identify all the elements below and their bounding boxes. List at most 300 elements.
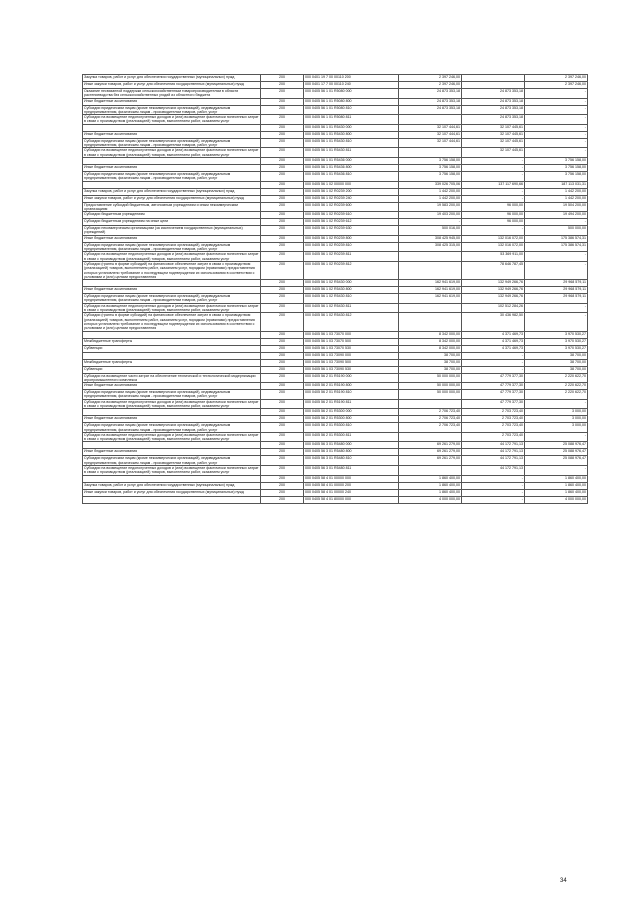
row-kbk-cell: 000 0405 56 1 01 R5430 000 bbox=[304, 124, 399, 131]
row-unexecuted-cell: 25 088 976,47 bbox=[525, 442, 588, 449]
row-executed-cell: 2 703 723,40 bbox=[462, 423, 525, 433]
row-approved-cell bbox=[399, 432, 462, 442]
row-unexecuted-cell: 1 860 400,00 bbox=[525, 482, 588, 489]
row-unexecuted-cell: - bbox=[525, 115, 588, 125]
row-executed-cell: 24 873 353,18 bbox=[462, 89, 525, 99]
row-unexecuted-cell: - bbox=[525, 138, 588, 148]
row-kbk-cell: 000 0405 56 1 02 R5430 810 bbox=[304, 294, 399, 304]
table-row bbox=[83, 489, 588, 496]
row-approved-cell: 8 342 000,00 bbox=[399, 345, 462, 352]
row-kbk-cell: 000 0405 56 1 02 R0239 600 bbox=[304, 202, 399, 212]
row-executed-cell: 32 107 445,61 bbox=[462, 124, 525, 131]
row-name-cell bbox=[83, 181, 261, 188]
row-approved-cell: 2 706 723,40 bbox=[399, 423, 462, 433]
table-row bbox=[83, 138, 588, 148]
row-kbk-cell: 000 0405 56 3 01 R5480 000 bbox=[304, 442, 399, 449]
row-approved-cell: 38 700,00 bbox=[399, 359, 462, 366]
row-unexecuted-cell: 3 970 530,27 bbox=[525, 338, 588, 345]
row-executed-cell: 47 779 377,30 bbox=[462, 373, 525, 383]
row-unexecuted-cell: 187 113 031,31 bbox=[525, 181, 588, 188]
row-unexecuted-cell: 25 088 976,47 bbox=[525, 456, 588, 466]
budget-table-sheet bbox=[82, 74, 586, 504]
row-name-cell bbox=[83, 280, 261, 287]
table-row bbox=[83, 252, 588, 262]
row-name-cell bbox=[83, 496, 261, 503]
row-code-cell: 200 bbox=[261, 188, 304, 195]
row-kbk-cell: 000 0405 56 1 01 R5080 800 bbox=[304, 98, 399, 105]
row-name-cell bbox=[83, 442, 261, 449]
row-unexecuted-cell: 500 000,00 bbox=[525, 226, 588, 236]
row-kbk-cell: 000 0405 56 3 01 R5480 800 bbox=[304, 449, 399, 456]
row-kbk-cell: 000 0405 58 4 01 80000 000 bbox=[304, 496, 399, 503]
row-kbk-cell: 000 0405 56 1 02 R0239 200 bbox=[304, 188, 399, 195]
row-code-cell: 200 bbox=[261, 475, 304, 482]
row-code-cell: 200 bbox=[261, 352, 304, 359]
table-row bbox=[83, 171, 588, 181]
row-code-cell: 200 bbox=[261, 442, 304, 449]
row-approved-cell: 1 860 400,00 bbox=[399, 489, 462, 496]
row-name-cell: Субсидии юридическим лицам (кроме некоммерческих организаций), индивидуальным предпринимателям, физическим лицам - производителям товаров, работ, услуг bbox=[83, 456, 261, 466]
row-kbk-cell: 000 0405 56 1 03 73070 500 bbox=[304, 338, 399, 345]
row-name-cell: Субсидии бюджетным учреждениям на иные цели bbox=[83, 219, 261, 226]
row-name-cell: Субсидии юридическим лицам (кроме некоммерческих организаций), индивидуальным предпринимателям, физическим лицам - производителям товаров, работ, услуг bbox=[83, 242, 261, 252]
table-row bbox=[83, 148, 588, 158]
row-unexecuted-cell: - bbox=[525, 131, 588, 138]
row-approved-cell bbox=[399, 399, 462, 409]
table-row bbox=[83, 188, 588, 195]
row-kbk-cell: 000 0405 56 1 01 R5430 810 bbox=[304, 138, 399, 148]
table-row bbox=[83, 219, 588, 226]
row-kbk-cell: 000 0405 56 1 02 R0239 240 bbox=[304, 195, 399, 202]
row-unexecuted-cell: 19 504 200,00 bbox=[525, 202, 588, 212]
table-body bbox=[83, 75, 588, 504]
row-unexecuted-cell: 38 700,00 bbox=[525, 359, 588, 366]
row-unexecuted-cell: 1 442 200,00 bbox=[525, 195, 588, 202]
row-name-cell: Субсидии на возмещение недополученных доходов и (или) возмещение фактически понесенных затрат в связи с производством (реализацией) товаров, выполнением работ, оказанием услуг bbox=[84, 148, 259, 157]
row-unexecuted-cell: 3 756 158,00 bbox=[525, 157, 588, 164]
row-name-cell: Субсидии бюджетным учреждениям bbox=[83, 212, 261, 219]
table-row bbox=[83, 98, 588, 105]
row-executed-cell: 30 436 982,50 bbox=[462, 313, 525, 331]
row-approved-cell: 8 342 000,00 bbox=[399, 338, 462, 345]
row-code-cell: 200 bbox=[261, 98, 304, 105]
row-executed-cell: 96 000,00 bbox=[462, 219, 525, 226]
row-unexecuted-cell: 2 220 622,70 bbox=[525, 383, 588, 390]
row-unexecuted-cell: 38 700,00 bbox=[525, 352, 588, 359]
row-approved-cell: 3 756 158,00 bbox=[399, 171, 462, 181]
table-row bbox=[83, 226, 588, 236]
table-row bbox=[83, 115, 588, 125]
row-approved-cell: 50 000 000,00 bbox=[399, 373, 462, 383]
row-name-cell: Субсидии юридическим лицам (кроме некоммерческих организаций), индивидуальным предпринимателям, физическим лицам - производителям товаров, работ, услуг bbox=[83, 138, 261, 148]
row-kbk-cell: 000 0405 56 3 01 R5480 811 bbox=[304, 466, 399, 476]
row-kbk-cell: 000 0405 56 1 02 R5430 000 bbox=[304, 280, 399, 287]
row-name-cell: Оказание несвязанной поддержки сельскохозяйственным товаропроизводителям в области растениеводства без сельскохозяйственных угодий из областного бюджета bbox=[83, 89, 261, 99]
table-row bbox=[83, 496, 588, 503]
row-code-cell: 200 bbox=[261, 195, 304, 202]
row-executed-cell: 24 873 353,18 bbox=[462, 98, 525, 105]
row-approved-cell: - bbox=[399, 219, 462, 226]
table-row bbox=[83, 359, 588, 366]
row-executed-cell: 44 172 791,13 bbox=[462, 449, 525, 456]
row-executed-cell: - bbox=[462, 496, 525, 503]
row-kbk-cell: 000 0405 56 1 03 73090 000 bbox=[304, 352, 399, 359]
row-executed-cell: 102 512 284,26 bbox=[462, 303, 525, 313]
row-executed-cell: - bbox=[462, 366, 525, 373]
row-executed-cell: 24 873 353,18 bbox=[462, 105, 525, 115]
row-executed-cell: 132 949 266,76 bbox=[462, 287, 525, 294]
row-code-cell: 200 bbox=[261, 390, 304, 400]
row-approved-cell: 2 706 723,40 bbox=[399, 416, 462, 423]
row-name-cell: Субсидии (гранты в форме субсидий) на финансовое обеспечение затрат в связи с производством (реализацией) товаров, выполнением работ, оказанием услуг, порядком (правилами) предоставления которых установлено требование о последующем подтверждении их использования в соответствии с условиями и (или) целями предоставления bbox=[83, 261, 261, 279]
row-kbk-cell: 000 0401 17 7 00 00110 240 bbox=[304, 82, 399, 89]
row-executed-cell: 2 703 723,40 bbox=[462, 416, 525, 423]
row-approved-cell: 50 000 000,00 bbox=[399, 390, 462, 400]
row-code-cell: 200 bbox=[261, 138, 304, 148]
row-kbk-cell: 000 0405 56 1 02 R5430 800 bbox=[304, 287, 399, 294]
row-approved-cell: 50 000 000,00 bbox=[399, 383, 462, 390]
table-row bbox=[83, 235, 588, 242]
row-kbk-cell: 000 0405 56 1 03 73070 530 bbox=[304, 345, 399, 352]
row-code-cell: 200 bbox=[261, 466, 304, 476]
row-code-cell: 200 bbox=[261, 456, 304, 466]
table-row bbox=[83, 352, 588, 359]
row-approved-cell bbox=[399, 303, 462, 313]
row-kbk-cell: 000 0405 56 1 02 R0239 811 bbox=[304, 252, 399, 262]
table-row bbox=[83, 287, 588, 294]
row-executed-cell: 47 779 377,30 bbox=[462, 399, 525, 409]
row-approved-cell: 162 941 619,00 bbox=[399, 280, 462, 287]
row-kbk-cell: 000 0405 56 1 01 R5080 000 bbox=[304, 89, 399, 99]
table-row bbox=[83, 313, 588, 331]
table-row bbox=[83, 442, 588, 449]
row-executed-cell: - bbox=[462, 226, 525, 236]
row-executed-cell: - bbox=[462, 352, 525, 359]
table-row bbox=[83, 456, 588, 466]
row-name-cell: Межбюджетные трансферты bbox=[83, 359, 261, 366]
row-code-cell: 200 bbox=[261, 345, 304, 352]
row-executed-cell: - bbox=[462, 489, 525, 496]
row-executed-cell: 132 016 072,00 bbox=[462, 242, 525, 252]
row-code-cell: 200 bbox=[261, 313, 304, 331]
row-unexecuted-cell: 3 970 530,27 bbox=[525, 331, 588, 338]
row-code-cell: 200 bbox=[261, 287, 304, 294]
row-name-cell: Субсидии юридическим лицам (кроме некоммерческих организаций), индивидуальным предпринимателям, физическим лицам - производителям товаров, работ, услуг bbox=[83, 294, 261, 304]
row-code-cell: 200 bbox=[261, 212, 304, 219]
row-approved-cell: 32 107 444,61 bbox=[399, 138, 462, 148]
row-approved-cell: 8 342 000,00 bbox=[399, 331, 462, 338]
row-name-cell bbox=[83, 409, 261, 416]
table-row bbox=[83, 82, 588, 89]
row-executed-cell: 47 779 377,30 bbox=[462, 390, 525, 400]
row-code-cell: 200 bbox=[261, 331, 304, 338]
row-unexecuted-cell: 1 860 400,00 bbox=[525, 489, 588, 496]
row-unexecuted-cell: - bbox=[525, 432, 588, 442]
row-kbk-cell: 000 0405 58 4 01 00000 000 bbox=[304, 475, 399, 482]
table-row bbox=[83, 242, 588, 252]
row-unexecuted-cell: - bbox=[525, 313, 588, 331]
row-kbk-cell: 000 0405 56 1 01 R5080 810 bbox=[304, 105, 399, 115]
row-code-cell: 200 bbox=[261, 409, 304, 416]
row-executed-cell: - bbox=[462, 164, 525, 171]
row-code-cell: 200 bbox=[261, 124, 304, 131]
row-code-cell: 200 bbox=[261, 235, 304, 242]
row-approved-cell: 2 706 723,40 bbox=[399, 409, 462, 416]
row-name-cell: Предоставление субсидий бюджетным, автономным учреждениям и иным некоммерческим организациям bbox=[83, 202, 261, 212]
row-code-cell: 200 bbox=[261, 359, 304, 366]
table-row bbox=[83, 131, 588, 138]
row-unexecuted-cell: 175 386 574,31 bbox=[525, 235, 588, 242]
row-approved-cell bbox=[399, 313, 462, 331]
row-kbk-cell: 000 0405 56 1 02 R0239 610 bbox=[304, 212, 399, 219]
row-code-cell: 200 bbox=[261, 171, 304, 181]
row-name-cell: Иные закупки товаров, работ и услуг для обеспечения государственных (муниципальных) нужд bbox=[83, 195, 261, 202]
row-executed-cell: 32 107 445,61 bbox=[462, 138, 525, 148]
table-row bbox=[83, 423, 588, 433]
row-code-cell: 200 bbox=[261, 383, 304, 390]
row-kbk-cell: 000 0405 58 4 01 00000 200 bbox=[304, 482, 399, 489]
row-code-cell: 200 bbox=[261, 148, 304, 158]
row-name-cell: Субсидии некоммерческим организациям (за исключением государственных (муниципальных) учреждений) bbox=[83, 226, 261, 236]
row-executed-cell: 24 873 353,18 bbox=[462, 115, 525, 125]
table-row bbox=[83, 157, 588, 164]
row-kbk-cell: 000 0405 56 2 01 R5190 800 bbox=[304, 383, 399, 390]
table-row bbox=[83, 212, 588, 219]
row-kbk-cell: 000 0405 56 2 01 R5300 810 bbox=[304, 423, 399, 433]
row-name-cell: Межбюджетные трансферты bbox=[83, 338, 261, 345]
row-kbk-cell: 000 0405 56 2 01 R5190 810 bbox=[304, 390, 399, 400]
table-row bbox=[83, 261, 588, 279]
row-name-cell: Иные бюджетные ассигнования bbox=[83, 131, 261, 138]
row-code-cell: 200 bbox=[261, 157, 304, 164]
row-unexecuted-cell: 29 968 579,11 bbox=[525, 294, 588, 304]
row-executed-cell: 96 000,00 bbox=[462, 212, 525, 219]
row-executed-cell: 44 172 791,13 bbox=[462, 456, 525, 466]
row-approved-cell: 69 261 279,00 bbox=[399, 442, 462, 449]
row-name-cell: Субсидии на возмещение недополученных доходов и (или) возмещение фактически понесенных затрат в связи с производством (реализацией) товаров, выполнением работ, оказанием услуг bbox=[84, 303, 259, 313]
row-kbk-cell: 000 0405 56 1 02 00000 000 bbox=[304, 181, 399, 188]
row-code-cell: 200 bbox=[261, 399, 304, 409]
row-code-cell: 200 bbox=[261, 294, 304, 304]
table-row bbox=[83, 449, 588, 456]
table-row bbox=[83, 475, 588, 482]
table-row bbox=[83, 373, 588, 383]
row-kbk-cell: 000 0405 56 1 02 R5430 811 bbox=[304, 303, 399, 313]
row-kbk-cell: 000 0405 56 1 01 R5430 800 bbox=[304, 131, 399, 138]
table-row bbox=[83, 416, 588, 423]
table-row bbox=[83, 202, 588, 212]
row-approved-cell: 1 442 200,00 bbox=[399, 195, 462, 202]
row-name-cell: Субсидии юридическим лицам (кроме некоммерческих организаций), индивидуальным предпринимателям, физическим лицам - производителям товаров, работ, услуг bbox=[83, 423, 261, 433]
table-row bbox=[83, 338, 588, 345]
row-kbk-cell: 000 0405 56 1 03 73090 500 bbox=[304, 359, 399, 366]
row-executed-cell bbox=[462, 75, 525, 82]
row-name-cell: Иные бюджетные ассигнования bbox=[83, 235, 261, 242]
table-row bbox=[83, 105, 588, 115]
row-executed-cell: 132 949 266,76 bbox=[462, 294, 525, 304]
row-approved-cell: 3 756 158,00 bbox=[399, 164, 462, 171]
row-kbk-cell: 000 0405 56 2 01 R5190 000 bbox=[304, 373, 399, 383]
row-kbk-cell: 000 0405 56 1 02 R5430 812 bbox=[304, 313, 399, 331]
row-kbk-cell: 000 0405 56 1 02 R0239 612 bbox=[304, 219, 399, 226]
table-row bbox=[83, 466, 588, 476]
row-approved-cell bbox=[399, 261, 462, 279]
row-unexecuted-cell: 29 968 579,11 bbox=[525, 287, 588, 294]
row-approved-cell: 4 000 000,00 bbox=[399, 496, 462, 503]
row-executed-cell: 2 703 723,40 bbox=[462, 432, 525, 442]
row-approved-cell: 162 941 619,00 bbox=[399, 294, 462, 304]
row-name-cell bbox=[83, 352, 261, 359]
row-name-cell: Субсидии на возмещение недополученных доходов и (или) возмещение фактически понесенных затрат в связи с производством (реализацией) товаров, выполнением работ, оказанием услуг bbox=[84, 252, 259, 261]
row-code-cell: 200 bbox=[261, 202, 304, 212]
row-approved-cell: 1 860 400,00 bbox=[399, 482, 462, 489]
row-name-cell: Иные закупки товаров, работ и услуг для обеспечения государственных (муниципальных) нужд bbox=[83, 82, 261, 89]
row-code-cell: 200 bbox=[261, 482, 304, 489]
row-kbk-cell: 000 0405 56 2 01 R5190 811 bbox=[304, 399, 399, 409]
row-code-cell: 200 bbox=[261, 181, 304, 188]
budget-execution-table bbox=[82, 74, 588, 504]
row-kbk-cell: 000 0405 56 1 01 R5436 810 bbox=[304, 171, 399, 181]
row-approved-cell bbox=[399, 466, 462, 476]
row-name-cell: Субсидии на возмещение недополученных доходов и (или) возмещение фактически понесенных затрат в связи с производством (реализацией) товаров, выполнением работ, оказанием услуг bbox=[84, 466, 259, 475]
page-number: 34 bbox=[560, 878, 567, 884]
row-code-cell: 200 bbox=[261, 115, 304, 125]
row-name-cell: Иные бюджетные ассигнования bbox=[83, 383, 261, 390]
row-name-cell: Субсидии юридическим лицам (кроме некоммерческих организаций), индивидуальным предпринимателям, физическим лицам - производителям товаров, работ, услуг bbox=[83, 390, 261, 400]
row-unexecuted-cell: - bbox=[525, 466, 588, 476]
row-name-cell bbox=[83, 157, 261, 164]
row-unexecuted-cell: 3 756 158,00 bbox=[525, 171, 588, 181]
table-row bbox=[83, 181, 588, 188]
row-code-cell: 200 bbox=[261, 449, 304, 456]
row-code-cell: 200 bbox=[261, 338, 304, 345]
table-row bbox=[83, 331, 588, 338]
row-name-cell bbox=[83, 124, 261, 131]
table-row bbox=[83, 482, 588, 489]
row-executed-cell: 53 369 911,00 bbox=[462, 252, 525, 262]
row-approved-cell: 38 700,00 bbox=[399, 352, 462, 359]
row-executed-cell: 44 172 791,13 bbox=[462, 466, 525, 476]
row-unexecuted-cell: 2 397 246,00 bbox=[525, 75, 588, 82]
row-unexecuted-cell: 3 000,00 bbox=[525, 409, 588, 416]
row-executed-cell: 96 000,00 bbox=[462, 202, 525, 212]
row-name-cell: Субсидии на возмещение недополученных доходов и (или) возмещение фактически понесенных затрат в связи с производством (реализацией) товаров, выполнением работ, оказанием услуг bbox=[84, 432, 259, 442]
row-unexecuted-cell: 4 000 000,00 bbox=[525, 496, 588, 503]
row-unexecuted-cell: - bbox=[525, 399, 588, 409]
table-row bbox=[83, 432, 588, 442]
row-name-cell: Субсидии юридическим лицам (кроме некоммерческих организаций), индивидуальным предпринимателям, физическим лицам - производителям товаров, работ, услуг bbox=[83, 105, 261, 115]
row-kbk-cell: 000 0405 56 2 01 R5300 800 bbox=[304, 416, 399, 423]
row-unexecuted-cell: 1 860 400,00 bbox=[525, 475, 588, 482]
row-kbk-cell: 000 0405 56 1 01 R5436 800 bbox=[304, 164, 399, 171]
row-executed-cell: 32 107 445,61 bbox=[462, 148, 525, 158]
row-code-cell: 200 bbox=[261, 75, 304, 82]
row-name-cell bbox=[83, 331, 261, 338]
row-approved-cell: 3 756 158,00 bbox=[399, 157, 462, 164]
row-code-cell: 200 bbox=[261, 261, 304, 279]
row-code-cell: 200 bbox=[261, 373, 304, 383]
row-name-cell: Субсидии юридическим лицам (кроме некоммерческих организаций), индивидуальным предпринимателям, физическим лицам - производителям товаров, работ, услуг bbox=[83, 171, 261, 181]
row-unexecuted-cell: 29 968 579,11 bbox=[525, 280, 588, 287]
row-executed-cell: 44 172 791,13 bbox=[462, 442, 525, 449]
row-approved-cell: 2 397 246,00 bbox=[399, 82, 462, 89]
row-approved-cell: 24 873 353,18 bbox=[399, 89, 462, 99]
row-approved-cell: 69 261 279,00 bbox=[399, 456, 462, 466]
row-name-cell: Субсидии (гранты в форме субсидий) на финансовое обеспечение затрат в связи с производством (реализацией) товаров, выполнением работ, оказанием услуг, порядком (правилами) предоставления которых установлено требование о последующем подтверждении их использования в соответствии с условиями и (или) целями предоставления bbox=[83, 313, 261, 331]
row-kbk-cell: 000 0405 58 4 01 00000 240 bbox=[304, 489, 399, 496]
row-unexecuted-cell: - bbox=[525, 303, 588, 313]
row-code-cell: 200 bbox=[261, 303, 304, 313]
row-unexecuted-cell: 2 220 622,70 bbox=[525, 390, 588, 400]
row-kbk-cell: 000 0405 56 2 01 R5300 811 bbox=[304, 432, 399, 442]
row-executed-cell: - bbox=[462, 475, 525, 482]
row-executed-cell: - bbox=[462, 195, 525, 202]
row-unexecuted-cell: 2 220 622,70 bbox=[525, 373, 588, 383]
row-unexecuted-cell: - bbox=[525, 261, 588, 279]
row-approved-cell: 308 425 315,00 bbox=[399, 242, 462, 252]
row-name-cell: Иные бюджетные ассигнования bbox=[83, 164, 261, 171]
row-name-cell: Субвенции bbox=[83, 366, 261, 373]
row-executed-cell: 2 703 723,40 bbox=[462, 409, 525, 416]
row-approved-cell: 2 397 246,00 bbox=[399, 75, 462, 82]
row-code-cell: 200 bbox=[261, 219, 304, 226]
row-kbk-cell: 000 0405 56 2 01 R5300 000 bbox=[304, 409, 399, 416]
row-unexecuted-cell: - bbox=[525, 98, 588, 105]
table-row bbox=[83, 409, 588, 416]
table-row bbox=[83, 280, 588, 287]
row-unexecuted-cell: - bbox=[525, 105, 588, 115]
row-kbk-cell: 000 0405 56 3 01 R5480 810 bbox=[304, 456, 399, 466]
row-executed-cell: 47 779 377,30 bbox=[462, 383, 525, 390]
row-name-cell: Иные бюджетные ассигнования bbox=[83, 416, 261, 423]
table-row bbox=[83, 195, 588, 202]
row-executed-cell: 78 646 787,45 bbox=[462, 261, 525, 279]
row-unexecuted-cell: 19 494 200,00 bbox=[525, 212, 588, 219]
row-approved-cell: 19 583 200,00 bbox=[399, 202, 462, 212]
row-executed-cell: 4 371 469,73 bbox=[462, 331, 525, 338]
table-row bbox=[83, 303, 588, 313]
row-unexecuted-cell: - bbox=[525, 89, 588, 99]
row-name-cell: Субвенции bbox=[83, 345, 261, 352]
row-approved-cell: 1 442 200,00 bbox=[399, 188, 462, 195]
row-approved-cell: 339 026 705,06 bbox=[399, 181, 462, 188]
table-row bbox=[83, 383, 588, 390]
row-code-cell: 200 bbox=[261, 489, 304, 496]
row-approved-cell bbox=[399, 115, 462, 125]
row-approved-cell: 1 860 400,00 bbox=[399, 475, 462, 482]
row-code-cell: 200 bbox=[261, 280, 304, 287]
row-executed-cell: 4 371 469,73 bbox=[462, 338, 525, 345]
row-name-cell: Закупка товаров, работ и услуг для обеспечения государственных (муниципальных) нужд bbox=[83, 482, 261, 489]
row-name-cell: Закупка товаров, работ и услуг для обеспечения государственных (муниципальных) нужд bbox=[83, 188, 261, 195]
row-executed-cell: - bbox=[462, 359, 525, 366]
row-executed-cell: 4 371 469,73 bbox=[462, 345, 525, 352]
row-unexecuted-cell: 38 700,00 bbox=[525, 366, 588, 373]
row-approved-cell: 19 403 200,00 bbox=[399, 212, 462, 219]
row-name-cell: Субсидии на возмещение недополученных доходов и (или) возмещение фактически понесенных затрат в связи с производством (реализацией) товаров, выполнением работ, оказанием услуг bbox=[84, 115, 259, 124]
row-code-cell: 200 bbox=[261, 432, 304, 442]
table-row bbox=[83, 345, 588, 352]
row-code-cell: 200 bbox=[261, 366, 304, 373]
row-executed-cell: 137 117 690,66 bbox=[462, 181, 525, 188]
row-name-cell: Иные бюджетные ассигнования bbox=[83, 98, 261, 105]
row-kbk-cell: 000 0405 56 1 02 R0239 812 bbox=[304, 261, 399, 279]
row-unexecuted-cell: 1 442 200,00 bbox=[525, 188, 588, 195]
table-row bbox=[83, 164, 588, 171]
row-unexecuted-cell: 3 970 530,27 bbox=[525, 345, 588, 352]
row-name-cell: Закупка товаров, работ и услуг для обеспечения государственных (муниципальных) нужд bbox=[83, 75, 261, 82]
row-approved-cell: 500 016,00 bbox=[399, 226, 462, 236]
